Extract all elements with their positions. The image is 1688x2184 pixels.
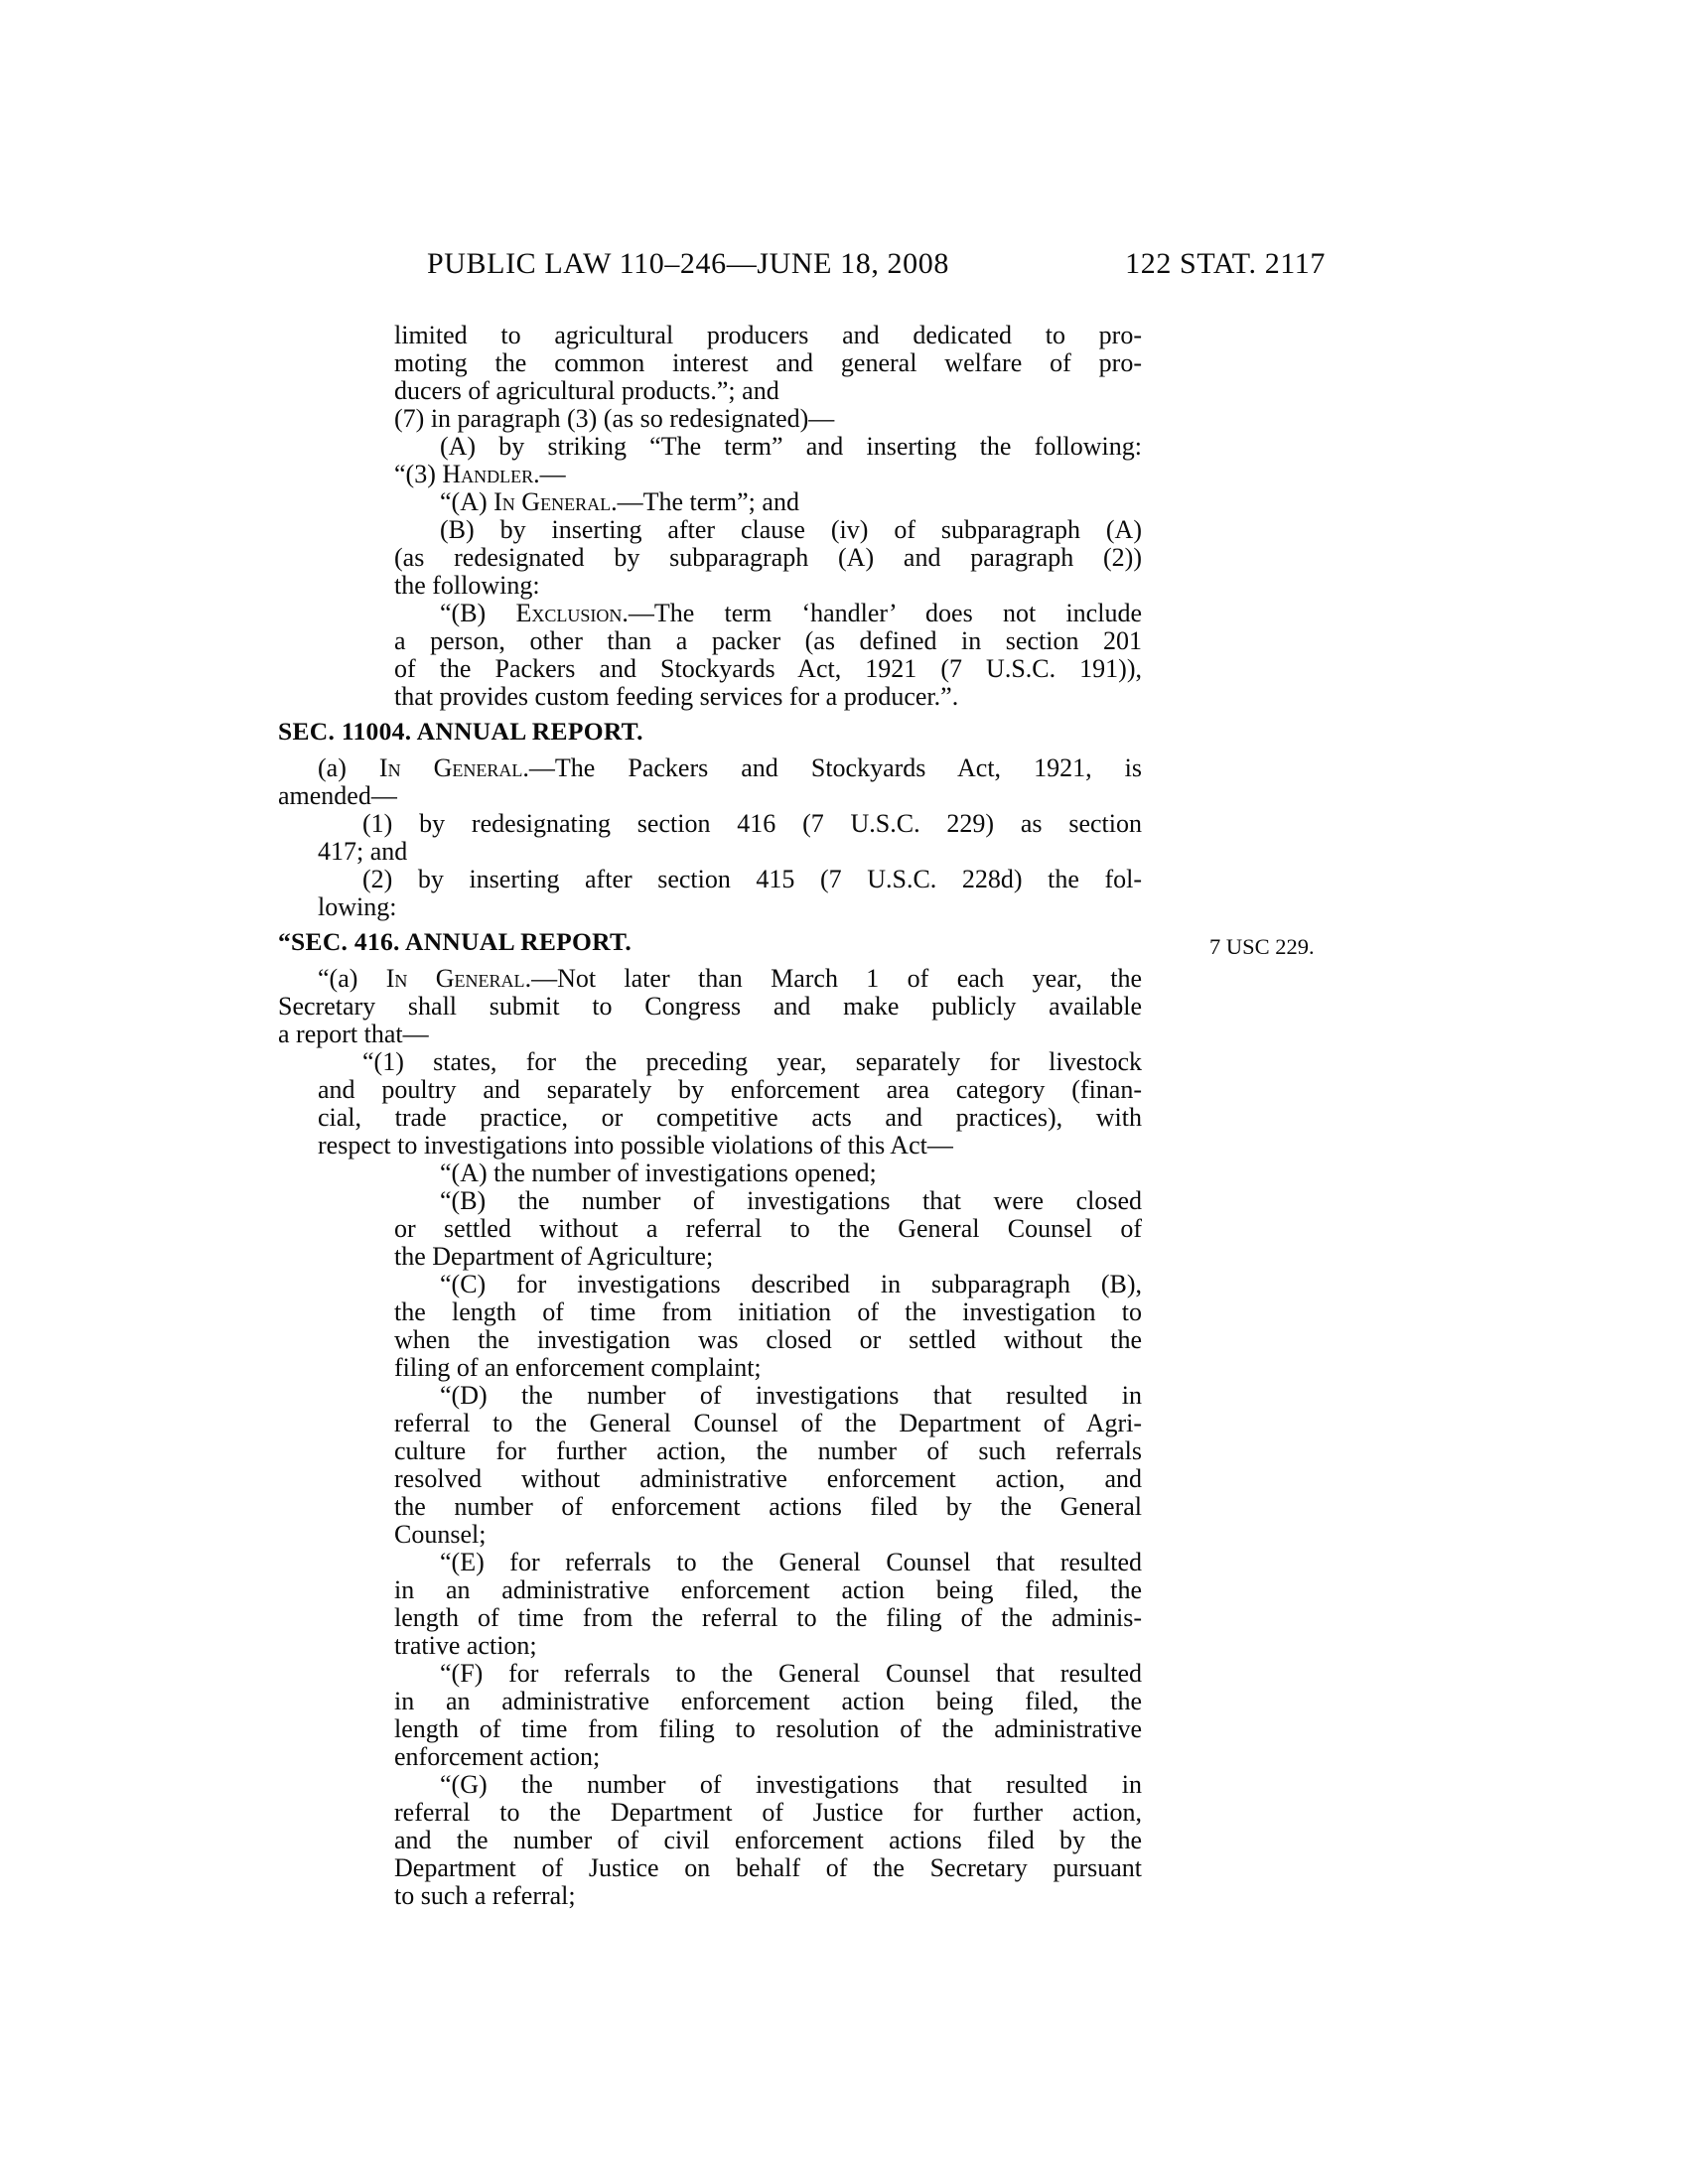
text-line (278, 1354, 1142, 1382)
text-line (278, 433, 1142, 461)
document-body (278, 322, 1142, 1910)
text-segment: (a) (318, 753, 379, 782)
text-line (278, 1048, 1142, 1076)
text-line (278, 544, 1142, 572)
text-segment: limited to agricultural producers and dedicated to pro- (394, 321, 1142, 349)
text-segment: .—The Packers and Stockyards Act, 1921, is (522, 753, 1142, 782)
running-head-stat-number: 122 STAT. 2117 (1125, 247, 1326, 280)
small-caps-term: In General (385, 964, 525, 993)
text-segment: respect to investigations into possible violations of this Act— (318, 1131, 953, 1160)
text-segment: ducers of agricultural products.”; and (394, 376, 779, 405)
text-segment: “(B) the number of investigations that were closed (440, 1186, 1142, 1215)
margin-note-usc-citation: 7 USC 229. (1209, 934, 1315, 959)
text-line (278, 1854, 1142, 1882)
text-segment: .— (533, 460, 566, 488)
text-line (278, 1465, 1142, 1493)
text-segment: “(A) the number of investigations opened; (440, 1159, 877, 1187)
text-segment: (B) by inserting after clause (iv) of subparagraph (A) (440, 515, 1142, 544)
text-line (278, 893, 1142, 921)
text-line (278, 627, 1142, 655)
text-segment: “(A) (440, 487, 494, 516)
text-line (278, 655, 1142, 683)
text-line (278, 1576, 1142, 1604)
text-line (278, 600, 1142, 627)
text-line (278, 1437, 1142, 1465)
text-line (278, 965, 1142, 993)
text-line (278, 1715, 1142, 1743)
section-heading (278, 718, 1142, 746)
text-line (278, 1521, 1142, 1549)
section-heading (278, 928, 1142, 956)
text-segment: “(G) the number of investigations that resulted in (440, 1770, 1142, 1799)
text-segment: to such a referral; (394, 1881, 576, 1910)
text-segment: referral to the Department of Justice for further action, (394, 1798, 1142, 1827)
text-segment: enforcement action; (394, 1742, 601, 1771)
text-segment: Department of Justice on behalf of the Secretary pursuant (394, 1853, 1142, 1882)
text-segment: “(3) (394, 460, 443, 488)
text-segment: Secretary shall submit to Congress and make publicly available (278, 992, 1142, 1021)
text-line (278, 1799, 1142, 1827)
text-segment: .—The term”; and (611, 487, 799, 516)
text-segment: of the Packers and Stockyards Act, 1921 (7 U.S.C. 191)), (394, 654, 1142, 683)
text-segment: or settled without a referral to the General Counsel of (394, 1214, 1142, 1243)
text-segment: “(F) for referrals to the General Counsel that resulted (440, 1659, 1142, 1688)
text-line (278, 1493, 1142, 1521)
text-segment: the number of enforcement actions filed by the General (394, 1492, 1142, 1521)
text-segment: “(a) (318, 964, 386, 993)
small-caps-term: In General (378, 753, 523, 782)
text-line (278, 782, 1142, 810)
text-segment: Counsel; (394, 1520, 487, 1549)
small-caps-term: Handler (442, 460, 534, 488)
text-line (278, 1660, 1142, 1688)
text-segment: (1) by redesignating section 416 (7 U.S.C. 229) as section (362, 809, 1142, 838)
text-line (278, 377, 1142, 405)
text-segment: length of time from filing to resolution of the administrative (394, 1714, 1142, 1743)
text-line (278, 349, 1142, 377)
text-line (278, 838, 1142, 866)
text-segment: a report that— (278, 1020, 429, 1048)
text-segment: amended— (278, 781, 397, 810)
text-segment: resolved without administrative enforcement action, and (394, 1464, 1142, 1493)
text-segment: lowing: (318, 892, 397, 921)
text-line (278, 1882, 1142, 1910)
text-line (278, 993, 1142, 1021)
text-line (278, 683, 1142, 711)
text-line (278, 1132, 1142, 1160)
small-caps-term: In General (493, 487, 612, 516)
text-line (278, 1604, 1142, 1632)
text-segment: “(E) for referrals to the General Counsel that resulted (440, 1548, 1142, 1576)
text-line (278, 1076, 1142, 1104)
text-segment: that provides custom feeding services for a producer.”. (394, 682, 959, 711)
text-segment: and the number of civil enforcement actions filed by the (394, 1826, 1142, 1854)
text-line (278, 1632, 1142, 1660)
text-line (278, 405, 1142, 433)
text-line (278, 810, 1142, 838)
text-line (278, 1827, 1142, 1854)
text-segment: “(B) (440, 599, 516, 627)
text-segment: filing of an enforcement complaint; (394, 1353, 762, 1382)
text-segment: in an administrative enforcement action being filed, the (394, 1575, 1142, 1604)
text-line (278, 1021, 1142, 1048)
text-segment: (7) in paragraph (3) (as so redesignated)— (394, 404, 835, 433)
text-line (278, 488, 1142, 516)
text-segment: .—Not later than March 1 of each year, the (524, 964, 1142, 993)
text-segment: when the investigation was closed or settled without the (394, 1325, 1142, 1354)
text-segment: “(D) the number of investigations that resulted in (440, 1381, 1142, 1410)
text-line (278, 1326, 1142, 1354)
text-segment: referral to the General Counsel of the Department of Agri- (394, 1409, 1142, 1437)
text-segment: 417; and (318, 837, 408, 866)
text-line (278, 461, 1142, 488)
text-line (278, 1549, 1142, 1576)
text-segment: “(1) states, for the preceding year, separately for livestock (362, 1047, 1142, 1076)
small-caps-term: Exclusion (515, 599, 623, 627)
text-line (278, 1215, 1142, 1243)
text-line (278, 1271, 1142, 1298)
text-line (278, 1688, 1142, 1715)
text-segment: and poultry and separately by enforcement area category (finan- (318, 1075, 1142, 1104)
text-segment: (A) by striking “The term” and inserting the following: (440, 432, 1142, 461)
text-segment: .—The term ‘handler’ does not include (622, 599, 1142, 627)
text-segment: culture for further action, the number of such referrals (394, 1436, 1142, 1465)
text-line (278, 572, 1142, 600)
text-segment: the Department of Agriculture; (394, 1242, 714, 1271)
text-line (278, 1298, 1142, 1326)
text-line (278, 322, 1142, 349)
text-line (278, 1410, 1142, 1437)
text-segment: a person, other than a packer (as defined in section 201 (394, 626, 1142, 655)
text-segment: cial, trade practice, or competitive acts and practices), with (318, 1103, 1142, 1132)
text-segment: “(C) for investigations described in subparagraph (B), (440, 1270, 1142, 1298)
text-segment: length of time from the referral to the filing of the adminis- (394, 1603, 1142, 1632)
text-segment: in an administrative enforcement action being filed, the (394, 1687, 1142, 1715)
text-line (278, 1104, 1142, 1132)
text-line (278, 1382, 1142, 1410)
text-line (278, 1243, 1142, 1271)
text-segment: SEC. 11004. ANNUAL REPORT. (278, 717, 643, 746)
text-line (278, 1771, 1142, 1799)
text-segment: the length of time from initiation of the investigation to (394, 1297, 1142, 1326)
text-line (278, 754, 1142, 782)
text-line (278, 866, 1142, 893)
text-segment: moting the common interest and general welfare of pro- (394, 348, 1142, 377)
text-line (278, 1160, 1142, 1187)
text-segment: (as redesignated by subparagraph (A) and paragraph (2)) (394, 543, 1142, 572)
text-segment: “SEC. 416. ANNUAL REPORT. (278, 927, 633, 956)
text-segment: the following: (394, 571, 540, 600)
text-line (278, 516, 1142, 544)
text-line (278, 1187, 1142, 1215)
text-line (278, 1743, 1142, 1771)
text-segment: (2) by inserting after section 415 (7 U.S.C. 228d) the fol- (362, 865, 1142, 893)
running-head-public-law: PUBLIC LAW 110–246—JUNE 18, 2008 (427, 247, 949, 280)
text-segment: trative action; (394, 1631, 537, 1660)
